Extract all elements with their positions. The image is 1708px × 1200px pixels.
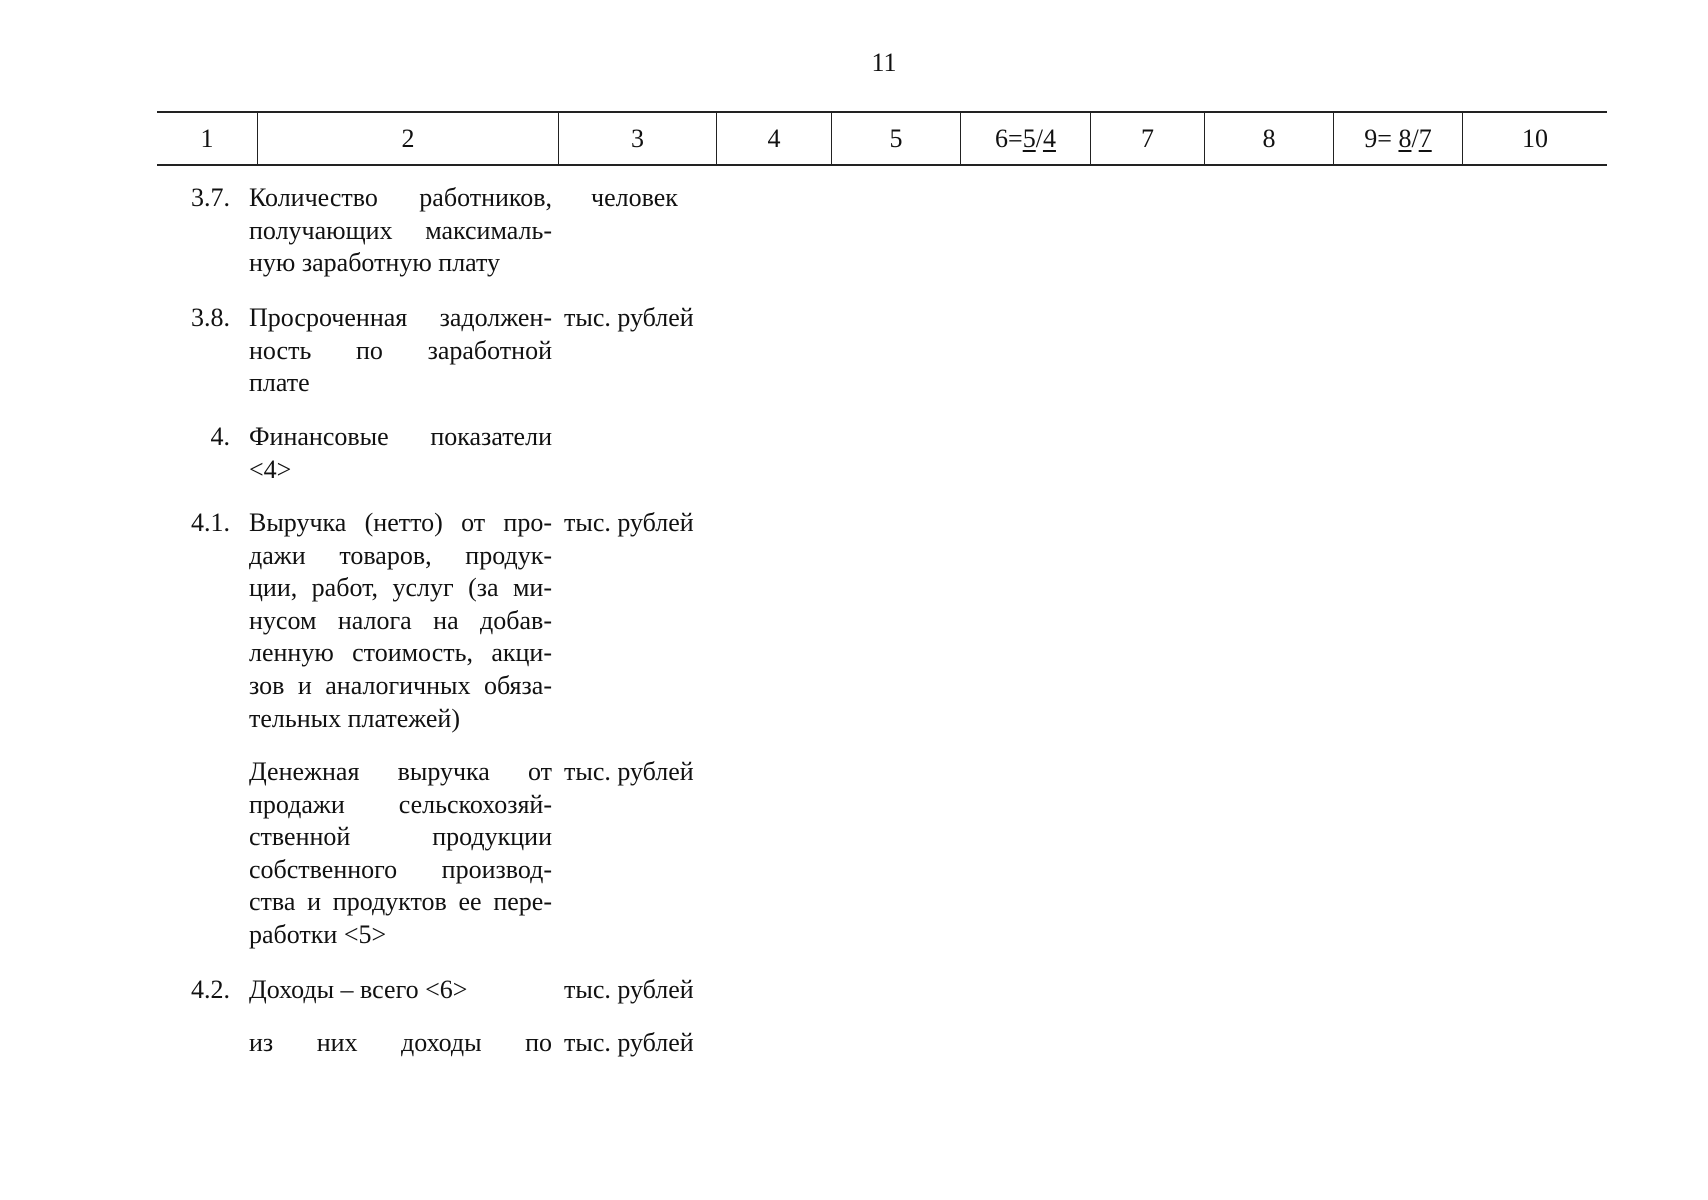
row-name-line: <4> — [249, 454, 292, 484]
row-name-line: продажи сельскохозяй- — [249, 789, 552, 819]
row-name-line: дажи товаров, продук- — [249, 540, 552, 570]
row-name-line: плате — [249, 368, 310, 398]
row-number: 3.8. — [191, 303, 230, 332]
row-name-line: ность по заработной — [249, 335, 552, 365]
row-name-line: ственной продукции — [249, 822, 552, 852]
row-name-line: получающих максималь- — [249, 215, 552, 245]
row-name — [249, 302, 552, 400]
header-col-9-sep: / — [1411, 123, 1419, 153]
header-col-4: 4 — [717, 113, 832, 164]
row-name — [249, 182, 552, 280]
header-col-6-prefix: 6= — [995, 123, 1023, 153]
row-unit: тыс. рублей — [564, 975, 694, 1004]
header-col-1: 1 — [157, 113, 258, 164]
row-name-line: нусом налога на добав- — [249, 605, 552, 635]
row-name-line: работки <5> — [249, 919, 387, 949]
header-col-9 — [1334, 113, 1463, 164]
row-unit: тыс. рублей — [564, 1028, 694, 1057]
row-name — [249, 1027, 552, 1060]
header-col-6-a: 5 — [1022, 123, 1036, 153]
row-name — [249, 507, 552, 735]
header-col-9-prefix: 9= — [1364, 123, 1399, 153]
header-col-9-b: 7 — [1418, 123, 1432, 153]
row-number: 3.7. — [191, 183, 230, 212]
header-col-7: 7 — [1091, 113, 1205, 164]
row-unit: тыс. рублей — [564, 508, 694, 537]
header-col-6 — [961, 113, 1091, 164]
row-name — [249, 756, 552, 952]
row-unit: человек — [591, 183, 678, 212]
row-name-line: ленную стоимость, акци- — [249, 638, 552, 668]
row-name-line: Денежная выручка от — [249, 757, 552, 786]
header-col-3: 3 — [559, 113, 717, 164]
header-col-2: 2 — [258, 113, 559, 164]
row-name — [249, 421, 552, 486]
page-number: 11 — [871, 48, 897, 77]
header-col-5: 5 — [832, 113, 961, 164]
row-name-line: ции, работ, услуг (за ми- — [249, 573, 552, 603]
row-name-line: ства и продуктов ее пере- — [249, 887, 552, 917]
header-col-8: 8 — [1205, 113, 1334, 164]
row-name-line: Доходы – всего <6> — [249, 975, 468, 1004]
row-unit: тыс. рублей — [564, 303, 694, 332]
header-col-9-a: 8 — [1398, 123, 1412, 153]
row-name — [249, 974, 552, 1007]
row-name-line: Финансовые показатели — [249, 422, 552, 451]
row-name-line: Количество работников, — [249, 183, 552, 212]
row-name-line: Выручка (нетто) от про- — [249, 508, 552, 537]
row-number: 4.2. — [191, 975, 230, 1004]
row-unit: тыс. рублей — [564, 757, 694, 786]
header-col-6-b: 4 — [1042, 123, 1056, 153]
row-name-line: Просроченная задолжен- — [249, 303, 552, 332]
header-col-10: 10 — [1522, 123, 1548, 153]
row-name-line: ную заработную плату — [249, 248, 501, 278]
table-header — [157, 111, 1607, 166]
row-number: 4. — [210, 422, 230, 451]
header-col-6-sep: / — [1035, 123, 1043, 153]
row-name-line: собственного производ- — [249, 854, 552, 884]
row-name-line: из них доходы по — [249, 1028, 552, 1057]
row-number: 4.1. — [191, 508, 230, 537]
row-name-line: тельных платежей) — [249, 703, 461, 733]
row-name-line: зов и аналогичных обяза- — [249, 670, 552, 700]
